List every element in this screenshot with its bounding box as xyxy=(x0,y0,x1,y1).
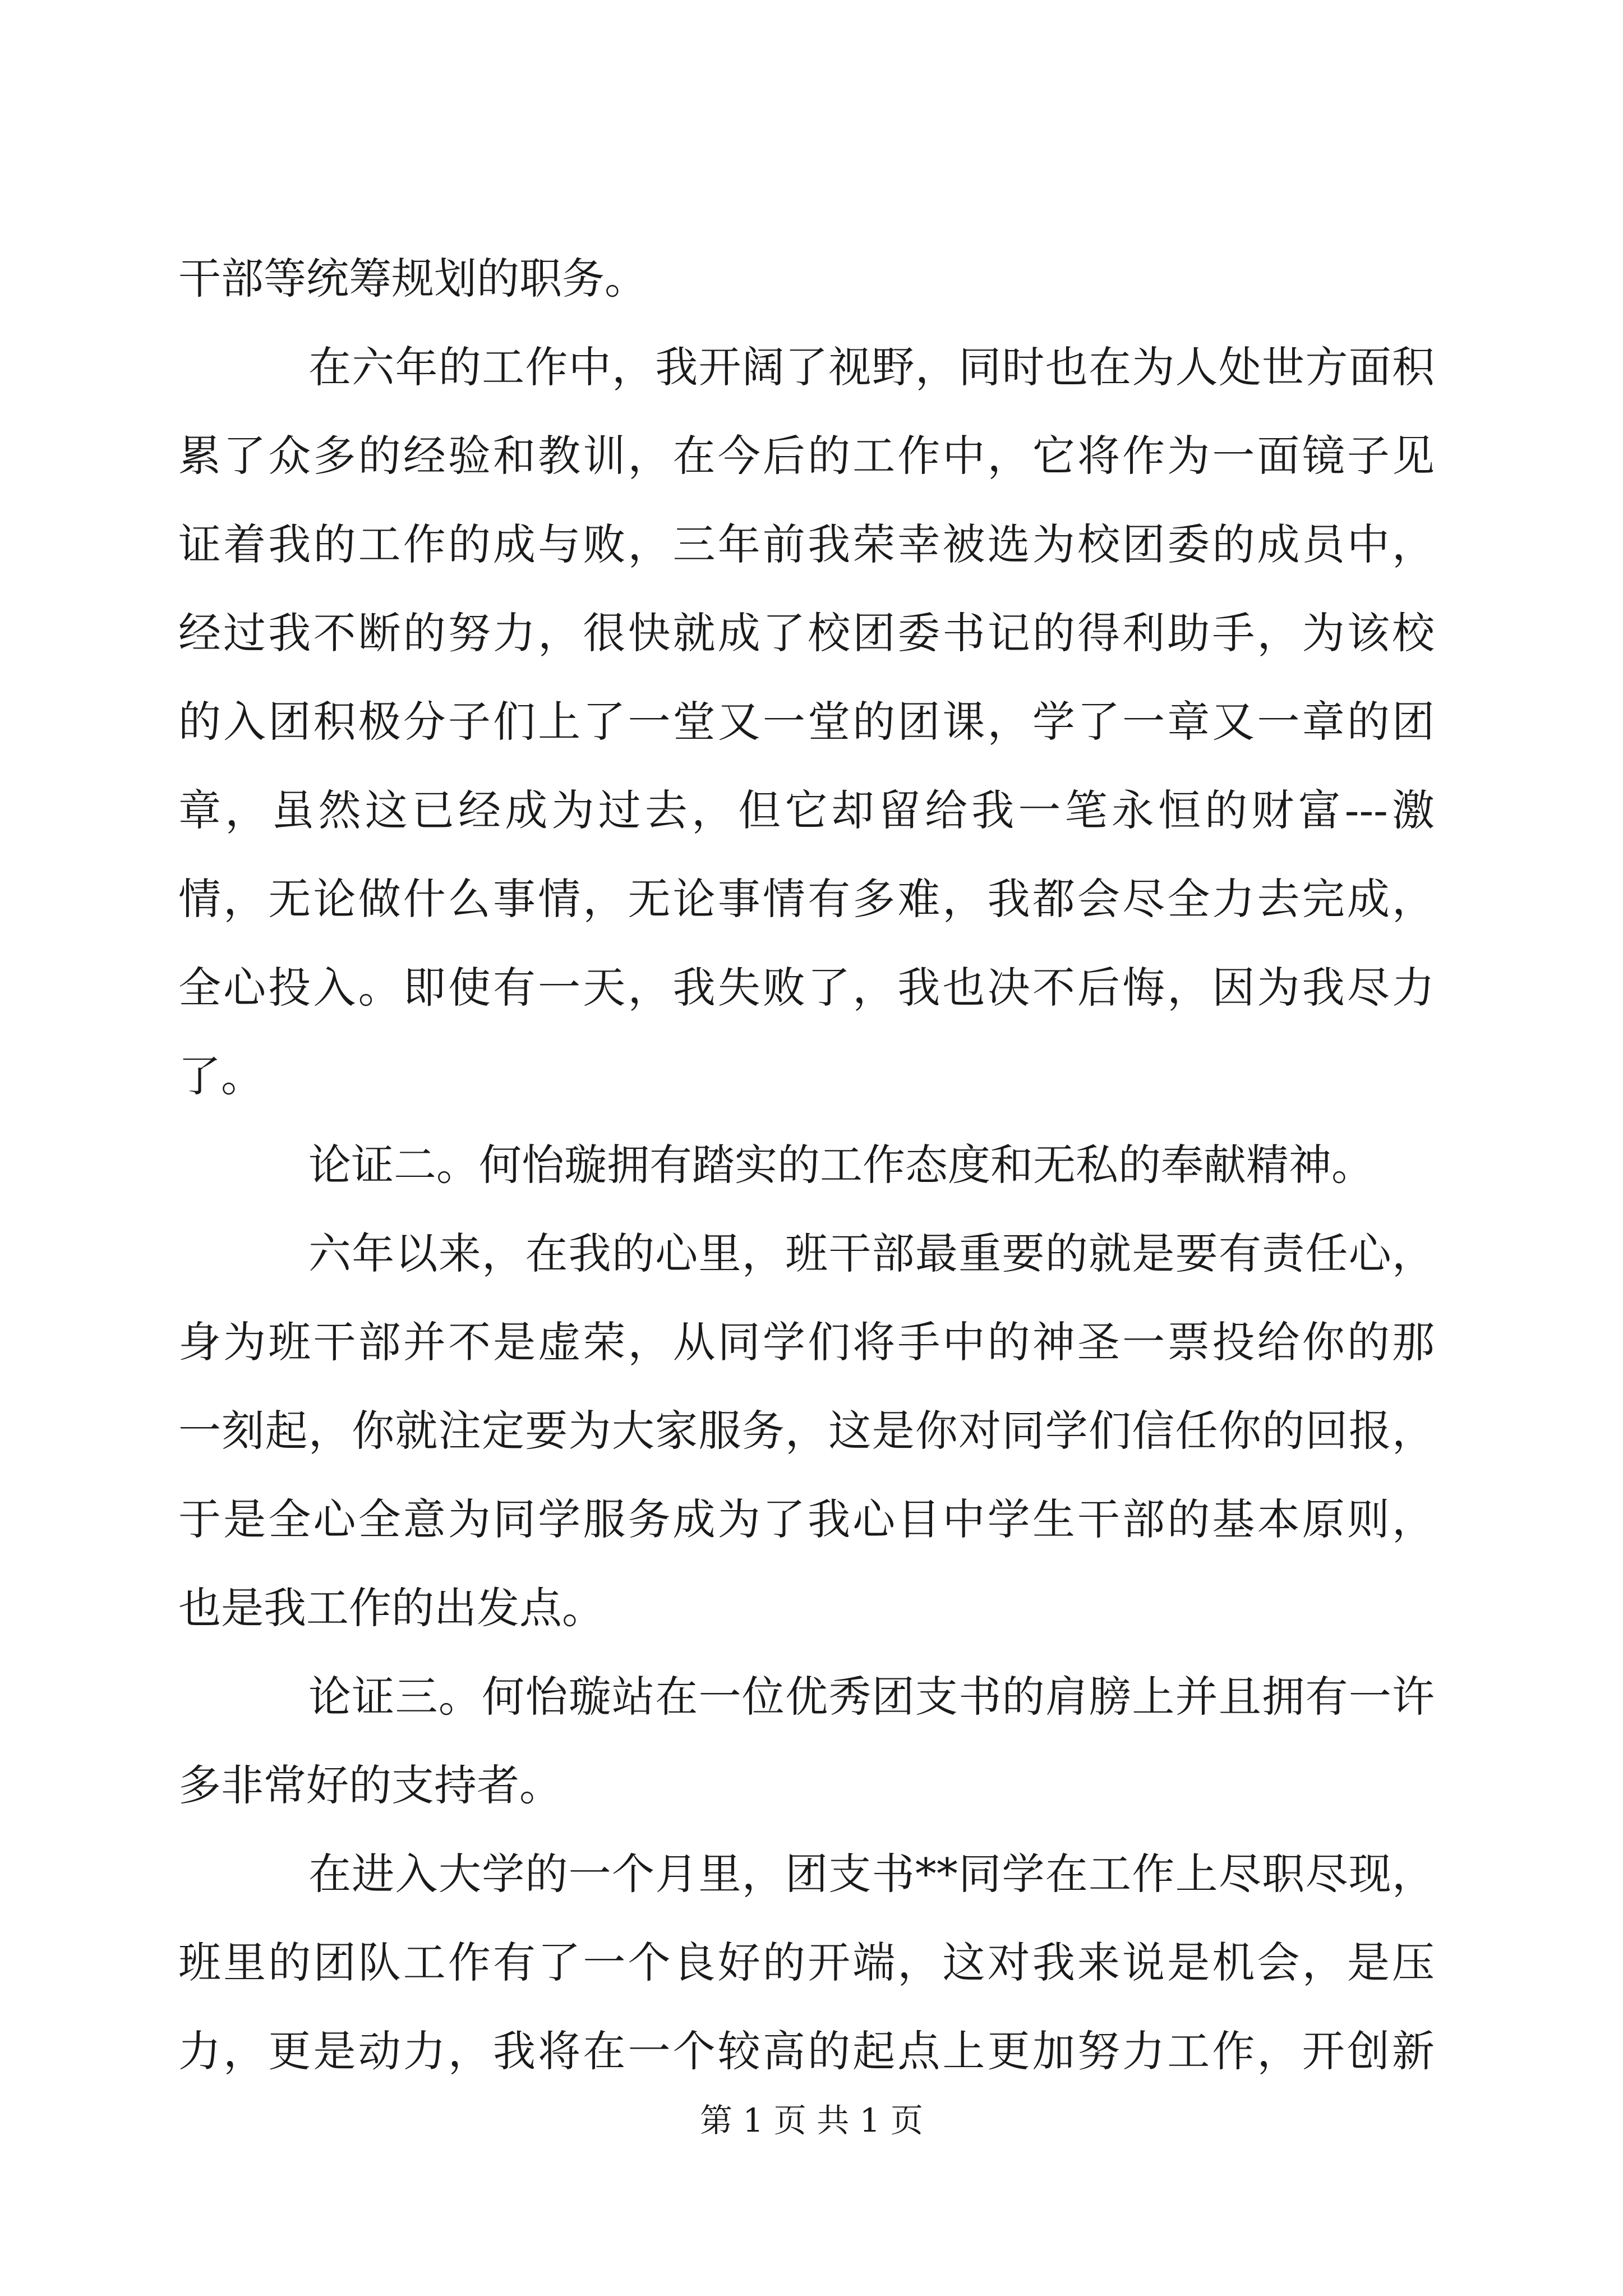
text-line-13: 身为班干部并不是虚荣，从同学们将手中的神圣一票投给你的那 xyxy=(178,1317,1435,1367)
text-line-6: 的入团积极分子们上了一堂又一堂的团课，学了一章又一章的团 xyxy=(178,697,1435,747)
text-line-21: 力，更是动力，我将在一个较高的起点上更加努力工作，开创新 xyxy=(178,2026,1435,2076)
text-line-1: 干部等统筹规划的职务。 xyxy=(178,254,647,303)
document-body xyxy=(178,234,1435,2096)
page-footer: 第 1 页 共 1 页 xyxy=(700,2101,923,2139)
text-line-2: 在六年的工作中，我开阔了视野，同时也在为人处世方面积 xyxy=(308,342,1435,392)
text-line-20: 班里的团队工作有了一个良好的开端，这对我来说是机会，是压 xyxy=(178,1938,1435,1987)
text-line-16: 也是我工作的出发点。 xyxy=(178,1583,605,1633)
text-line-14: 一刻起，你就注定要为大家服务，这是你对同学们信任你的回报， xyxy=(178,1406,1435,1456)
text-line-5: 经过我不断的努力，很快就成了校团委书记的得利助手，为该校 xyxy=(178,608,1435,658)
text-line-19: 在进入大学的一个月里，团支书**同学在工作上尽职尽现， xyxy=(308,1849,1435,1899)
text-line-7: 章，虽然这已经成为过去，但它却留给我一笔永恒的财富---激 xyxy=(178,785,1435,835)
text-line-9: 全心投入。即使有一天，我失败了，我也决不后悔，因为我尽力 xyxy=(178,963,1435,1013)
text-line-17: 论证三。何怡璇站在一位优秀团支书的肩膀上并且拥有一许 xyxy=(308,1672,1435,1722)
text-line-18: 多非常好的支持者。 xyxy=(178,1760,562,1810)
text-line-3: 累了众多的经验和教训，在今后的工作中，它将作为一面镜子见 xyxy=(178,431,1435,481)
text-line-10: 了。 xyxy=(178,1051,264,1101)
text-line-8: 情，无论做什么事情，无论事情有多难，我都会尽全力去完成， xyxy=(178,874,1435,924)
text-line-12: 六年以来，在我的心里，班干部最重要的就是要有责任心， xyxy=(308,1228,1435,1278)
text-line-4: 证着我的工作的成与败，三年前我荣幸被选为校团委的成员中， xyxy=(178,519,1435,569)
text-line-11: 论证二。何怡璇拥有踏实的工作态度和无私的奉献精神。 xyxy=(308,1140,1374,1190)
text-line-15: 于是全心全意为同学服务成为了我心目中学生干部的基本原则， xyxy=(178,1494,1435,1544)
